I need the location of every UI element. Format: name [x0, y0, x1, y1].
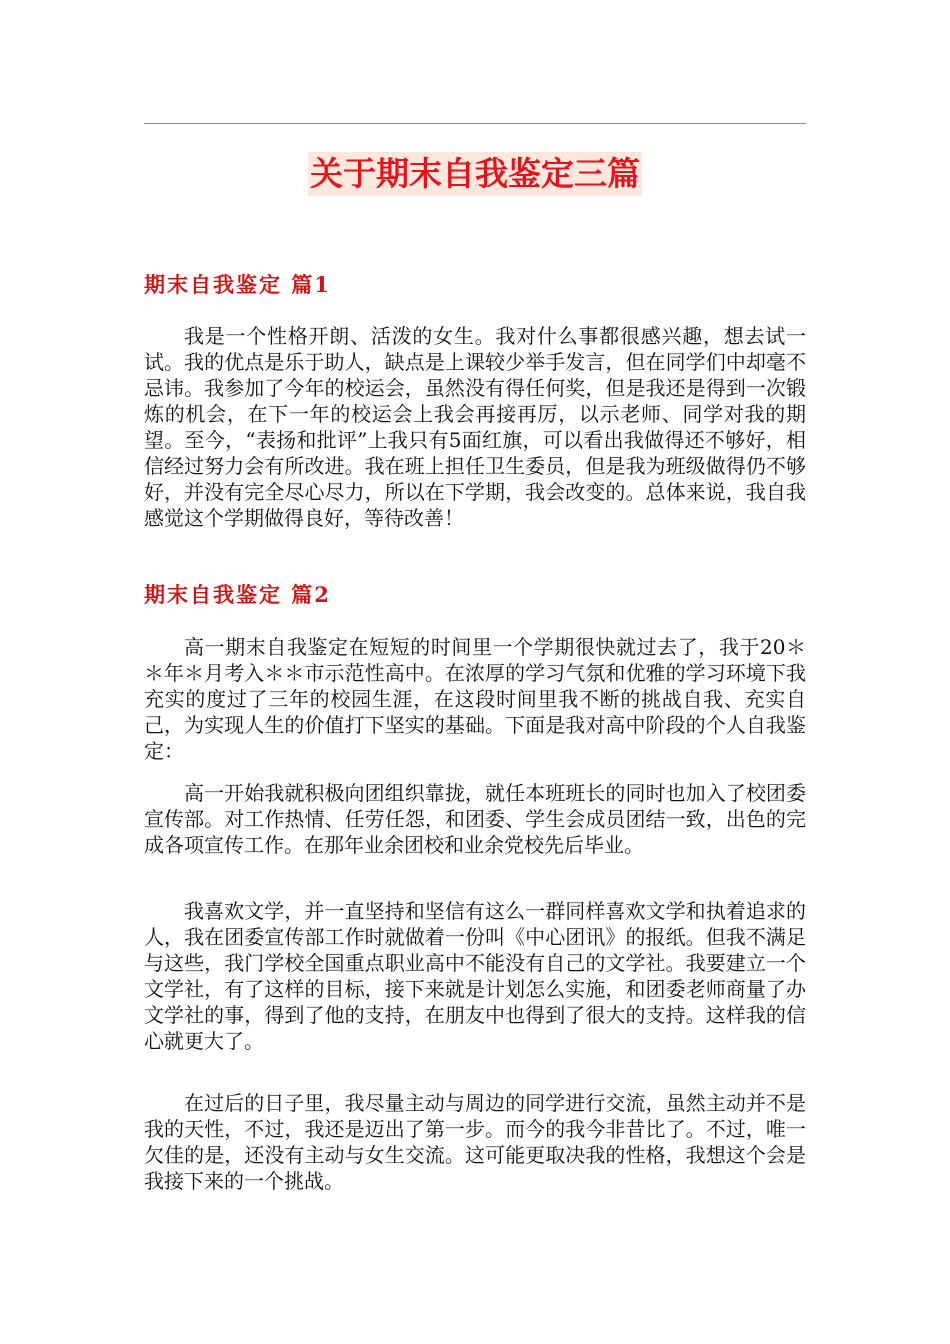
- title-container: [0, 152, 950, 196]
- section-heading-1: 期末自我鉴定 篇1: [144, 272, 331, 297]
- top-divider: [144, 123, 806, 124]
- document-title: 关于期末自我鉴定三篇: [308, 152, 642, 196]
- paragraph-2-3: 我喜欢文学，并一直坚持和坚信有这么一群同样喜欢文学和执着追求的人，我在团委宣传部工作时就做着一份叫《中心团讯》的报纸。但我不满足与这些，我门学校全国重点职业高中不能没有自己的文学社。我要建立一个文学社，有了这样的目标，接下来就是计划怎么实施，和团委老师商量了办文学社的事，得到了他的支持，在朋友中也得到了很大的支持。这样我的信心就更大了。: [144, 899, 806, 1053]
- paragraph-2-2: 高一开始我就积极向团组织靠拢，就任本班班长的同时也加入了校团委宣传部。对工作热情、任劳任怨，和团委、学生会成员团结一致，出色的完成各项宣传工作。在那年业余团校和业余党校先后毕业。: [144, 781, 806, 857]
- paragraph-1-1: 我是一个性格开朗、活泼的女生。我对什么事都很感兴趣，想去试一试。我的优点是乐于助人，缺点是上课较少举手发言，但在同学们中却毫不忌讳。我参加了今年的校运会，虽然没有得任何奖，但是我还是得到一次锻炼的机会，在下一年的校运会上我会再接再厉，以示老师、同学对我的期望。至今，“表扬和批评”上我只有5面红旗，可以看出我做得还不够好，相信经过努力会有所改进。我在班上担任卫生委员，但是我为班级做得仍不够好，并没有完全尽心尽力，所以在下学期，我会改变的。总体来说，我自我感觉这个学期做得良好，等待改善！: [144, 324, 806, 530]
- section-heading-2: 期末自我鉴定 篇2: [144, 582, 331, 607]
- paragraph-2-1: 高一期末自我鉴定在短短的时间里一个学期很快就过去了，我于20＊＊年＊月考入＊＊市示范性高中。在浓厚的学习气氛和优雅的学习环境下我充实的度过了三年的校园生涯，在这段时间里我不断的挑战自我、充实自己，为实现人生的价值打下坚实的基础。下面是我对高中阶段的个人自我鉴定：: [144, 635, 806, 763]
- paragraph-2-4: 在过后的日子里，我尽量主动与周边的同学进行交流，虽然主动并不是我的天性，不过，我还是迈出了第一步。而今的我今非昔比了。不过，唯一欠佳的是，还没有主动与女生交流。这可能更取决我的性格，我想这个会是我接下来的一个挑战。: [144, 1091, 806, 1193]
